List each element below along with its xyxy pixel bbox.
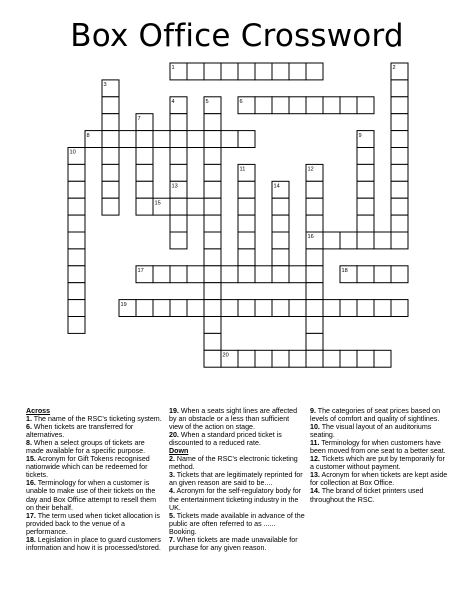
grid-cell[interactable]: [357, 215, 374, 232]
clue-number: 10: [69, 149, 76, 156]
clue-down: 3. Tickets that are legitimately reprinted for an given reason are said to be....: [169, 471, 303, 488]
grid-cell[interactable]: [306, 300, 323, 317]
clue-down: 4. Acronym for the self-regulatory body for the entertainment ticketing industry in the UK.: [169, 487, 302, 512]
clue-number: 17: [137, 268, 144, 274]
clue-down: 11. Terminology for when customers have been moved from one seat to a better seat.: [310, 439, 446, 456]
clue-across: 19. When a seats sight lines are affected by an obstacle or a less than sufficient view of the action on stage.: [169, 407, 298, 432]
clue-down: 14. The brand of ticket printers used throughout the RSC.: [310, 487, 424, 504]
grid-cell[interactable]: [357, 164, 374, 181]
grid-cell[interactable]: [170, 164, 187, 181]
grid-cell[interactable]: [68, 181, 85, 198]
clue-number: 9: [358, 132, 362, 139]
grid-cell[interactable]: [357, 97, 374, 114]
grid-cell[interactable]: [391, 131, 408, 148]
grid-cell[interactable]: [238, 198, 255, 215]
grid-cell[interactable]: [170, 300, 187, 317]
grid-cell[interactable]: [204, 181, 221, 198]
grid-cell[interactable]: [68, 266, 85, 283]
grid-cell[interactable]: [170, 131, 187, 148]
grid-cell[interactable]: [102, 114, 119, 131]
grid-cell[interactable]: [255, 97, 272, 114]
grid-cell[interactable]: [102, 148, 119, 165]
grid-cell[interactable]: [204, 198, 221, 215]
grid-cell[interactable]: [272, 249, 289, 266]
grid-cell[interactable]: [204, 249, 221, 266]
clue-across: 15. Acronym for Gift Tokens recognised nationwide which can be redeemed for tickets.: [26, 455, 150, 480]
clue-number: 20: [222, 352, 229, 359]
grid-cell[interactable]: [136, 164, 153, 181]
grid-cell[interactable]: [238, 350, 255, 367]
grid-cell[interactable]: [238, 63, 255, 80]
grid-cell[interactable]: [391, 266, 408, 283]
clue-down: 12. Tickets which are put by temporarily for a customer without payment.: [310, 455, 445, 472]
grid-cell[interactable]: [204, 114, 221, 131]
grid-cell[interactable]: [374, 232, 391, 249]
grid-cell[interactable]: [170, 215, 187, 232]
middle-clues: [169, 407, 305, 552]
grid-cell[interactable]: [204, 333, 221, 350]
grid-cell[interactable]: [391, 181, 408, 198]
grid-cell[interactable]: [68, 283, 85, 300]
grid-cell[interactable]: [170, 232, 187, 249]
clue-down: 9. The categories of seat prices based on levels of comfort and quality of sightlines.: [310, 407, 441, 424]
grid-cell[interactable]: [170, 266, 187, 283]
clue-number: 4: [171, 99, 175, 105]
grid-cell[interactable]: [272, 350, 289, 367]
grid-cell[interactable]: [255, 63, 272, 80]
across-clues: [26, 407, 164, 552]
across-list: [26, 415, 164, 552]
grid-cell[interactable]: [102, 181, 119, 198]
grid-cell[interactable]: [357, 198, 374, 215]
grid-cell[interactable]: [187, 63, 204, 80]
grid-cell[interactable]: [272, 215, 289, 232]
grid-cell[interactable]: [374, 300, 391, 317]
grid-cell[interactable]: [255, 266, 272, 283]
grid-cell[interactable]: [357, 181, 374, 198]
grid-cell[interactable]: [272, 266, 289, 283]
grid-cell[interactable]: [323, 300, 340, 317]
page-title: Box Office Crossword: [70, 18, 404, 54]
grid-cell[interactable]: [170, 114, 187, 131]
grid-cell[interactable]: [238, 266, 255, 283]
grid-cell[interactable]: [272, 97, 289, 114]
grid-cell[interactable]: [357, 350, 374, 367]
grid-cell[interactable]: [204, 300, 221, 317]
grid-cell[interactable]: [255, 300, 272, 317]
grid-cell[interactable]: [306, 249, 323, 266]
grid-cell[interactable]: [272, 198, 289, 215]
grid-cell[interactable]: [68, 249, 85, 266]
grid-cell[interactable]: [306, 63, 323, 80]
grid-cell[interactable]: [323, 232, 340, 249]
grid-cell[interactable]: [238, 181, 255, 198]
clue-across: 1. The name of the RSC's ticketing system.: [26, 415, 162, 424]
clue-number: 13: [171, 183, 178, 190]
clue-down: 5. Tickets made available in advance of the public are often referred to as ...... Booking.: [169, 511, 305, 536]
grid-cell[interactable]: [238, 300, 255, 317]
grid-cell[interactable]: [221, 63, 238, 80]
grid-cell[interactable]: [136, 198, 153, 215]
clue-number: 2: [392, 65, 396, 72]
grid-cell[interactable]: [306, 317, 323, 334]
clue-number: 1: [171, 65, 175, 72]
clue-number: 16: [307, 234, 314, 241]
clue-down: 7. When tickets are made unavailable for purchase for any given reason.: [169, 535, 298, 552]
clue-number: 8: [86, 132, 90, 139]
grid-cell[interactable]: [374, 350, 391, 367]
clue-across: 6. When tickets are transferred for alternatives.: [26, 423, 134, 440]
grid-cell[interactable]: [68, 300, 85, 317]
clue-across: 16. Terminology for when a customer is unable to make use of their tickets on the day and Box Office attempt to resell them on their behalf.: [26, 479, 156, 512]
grid-cell[interactable]: [306, 215, 323, 232]
clue-number: 7: [137, 115, 141, 122]
clue-number: 15: [154, 200, 161, 207]
grid-cell[interactable]: [238, 249, 255, 266]
right-clues: [310, 407, 450, 504]
grid-cell[interactable]: [102, 97, 119, 114]
grid-cell[interactable]: [272, 232, 289, 249]
grid-cell[interactable]: [170, 148, 187, 165]
grid-cell[interactable]: [289, 63, 306, 80]
grid-cell[interactable]: [136, 181, 153, 198]
grid-cell[interactable]: [357, 266, 374, 283]
grid-cell[interactable]: [289, 300, 306, 317]
grid-cell[interactable]: [238, 232, 255, 249]
clue-down: 10. The visual layout of an auditoriums seating.: [310, 423, 432, 440]
clue-number: 6: [239, 99, 243, 105]
grid-cell[interactable]: [306, 350, 323, 367]
grid-cell[interactable]: [170, 198, 187, 215]
grid-cell[interactable]: [204, 232, 221, 249]
grid-cell[interactable]: [102, 164, 119, 181]
grid-cell[interactable]: [306, 97, 323, 114]
grid-cell[interactable]: [221, 266, 238, 283]
clue-across: 18. Legislation in place to guard customers information and how it is processed/stored.: [26, 535, 161, 552]
grid-cell[interactable]: [340, 350, 357, 367]
grid-cell[interactable]: [136, 131, 153, 148]
grid-cell[interactable]: [68, 232, 85, 249]
grid-cell[interactable]: [391, 300, 408, 317]
down-heading: Down: [169, 447, 189, 456]
grid-cell[interactable]: [187, 300, 204, 317]
grid-cell[interactable]: [306, 283, 323, 300]
grid-cell[interactable]: [391, 114, 408, 131]
grid-cell[interactable]: [323, 97, 340, 114]
grid-cell[interactable]: [391, 198, 408, 215]
clue-number: 5: [205, 99, 209, 105]
grid-cell[interactable]: [102, 131, 119, 148]
grid-cell[interactable]: [204, 63, 221, 80]
grid-cell[interactable]: [391, 164, 408, 181]
grid-cell[interactable]: [204, 283, 221, 300]
clue-down: 2. Name of the RSC's electronic ticketing method.: [169, 455, 298, 472]
grid-cell[interactable]: [102, 198, 119, 215]
grid-cell[interactable]: [153, 300, 170, 317]
grid-cell[interactable]: [391, 232, 408, 249]
grid-cell[interactable]: [204, 266, 221, 283]
clue-across: 20. When a standard priced ticket is discounted to a reduced rate.: [169, 431, 282, 448]
grid-cell[interactable]: [153, 131, 170, 148]
grid-cell[interactable]: [391, 215, 408, 232]
grid-cell[interactable]: [391, 80, 408, 97]
grid-cell[interactable]: [255, 350, 272, 367]
grid-cell[interactable]: [136, 300, 153, 317]
grid-cell[interactable]: [204, 164, 221, 181]
grid-cell[interactable]: [204, 131, 221, 148]
grid-cell[interactable]: [187, 266, 204, 283]
grid-cell[interactable]: [340, 232, 357, 249]
grid-cell[interactable]: [187, 131, 204, 148]
clue-number: 11: [239, 166, 246, 173]
grid-cell[interactable]: [68, 215, 85, 232]
grid-cell[interactable]: [68, 164, 85, 181]
grid-cell[interactable]: [289, 266, 306, 283]
grid-cell[interactable]: [357, 300, 374, 317]
across-heading: Across: [26, 407, 51, 415]
clue-number: 19: [120, 301, 127, 308]
grid-cell[interactable]: [306, 333, 323, 350]
grid-cell[interactable]: [204, 215, 221, 232]
grid-cell[interactable]: [238, 131, 255, 148]
clue-number: 3: [103, 82, 107, 89]
grid-cell[interactable]: [306, 198, 323, 215]
grid-cell[interactable]: [289, 97, 306, 114]
grid-cell[interactable]: [187, 198, 204, 215]
grid-cell[interactable]: [340, 300, 357, 317]
grid-cell[interactable]: [357, 148, 374, 165]
grid-cell[interactable]: [119, 131, 136, 148]
grid-cell[interactable]: [153, 266, 170, 283]
clue-number: 14: [273, 183, 280, 190]
clue-across: 17. The term used when ticket allocation is provided back to the venue of a performance.: [26, 511, 160, 536]
grid-cell[interactable]: [272, 300, 289, 317]
grid-cell[interactable]: [340, 97, 357, 114]
grid-cell[interactable]: [306, 266, 323, 283]
clue-number: 12: [307, 166, 314, 173]
grid-cell[interactable]: [221, 131, 238, 148]
grid-cell[interactable]: [136, 148, 153, 165]
clue-across: 8. When a select groups of tickets are made available for a specific purpose.: [26, 439, 146, 456]
grid-cell[interactable]: [357, 232, 374, 249]
grid-cell[interactable]: [323, 350, 340, 367]
grid-cell[interactable]: [204, 317, 221, 334]
grid-cell[interactable]: [238, 215, 255, 232]
grid-cell[interactable]: [289, 350, 306, 367]
grid-cell[interactable]: [306, 181, 323, 198]
grid-cell[interactable]: [68, 317, 85, 334]
grid-cell[interactable]: [204, 148, 221, 165]
grid-cell[interactable]: [391, 97, 408, 114]
grid-cell[interactable]: [272, 63, 289, 80]
grid-cell[interactable]: [204, 350, 221, 367]
grid-cell[interactable]: [221, 300, 238, 317]
grid-cell[interactable]: [374, 266, 391, 283]
clue-number: 18: [341, 268, 348, 274]
clue-down: 13. Acronym for when tickets are kept aside for collection at Box Office.: [310, 471, 448, 488]
grid-cell[interactable]: [391, 148, 408, 165]
grid-cell[interactable]: [68, 198, 85, 215]
